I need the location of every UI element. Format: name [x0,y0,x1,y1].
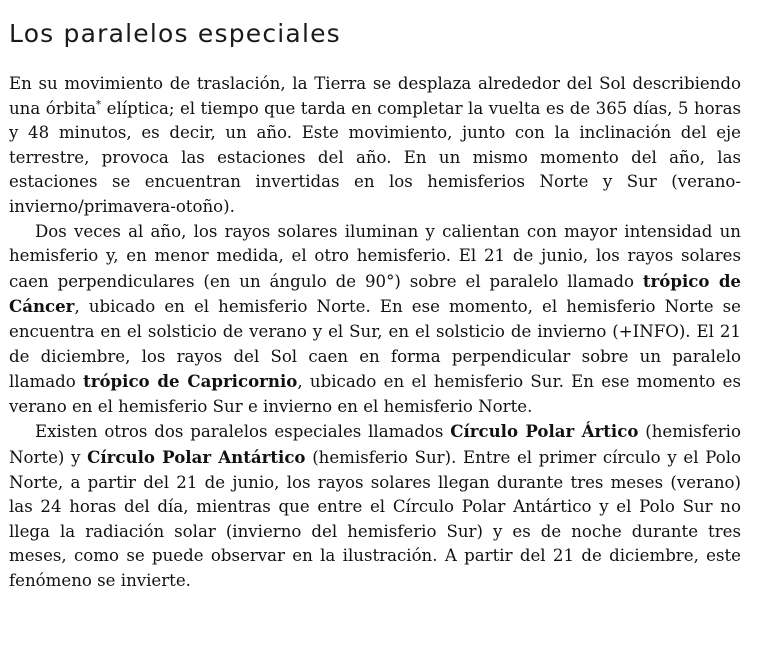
text-segment: (hemisferio Sur). Entre el primer círculo y el Polo Norte, a partir del 21 de junio, los rayos solares llegan durante tres meses (verano) las 24 horas del día, mientras que entre el Círculo Polar Antártico y el Polo Sur no llega la radiación solar (invierno del hemisferio Sur) y es de noche durante tres meses, como se puede observar en la ilustración. A partir del 21 de diciembre, este fenómeno se invierte. [9,447,741,590]
paragraph-circulos-polares [9,419,741,593]
text-segment: , ubicado en el hemisferio Sur. En ese momento es verano en el hemisferio Sur e invierno en el hemisferio Norte. [9,372,741,416]
text-segment: , ubicado en el hemisferio Norte. En ese momento, el hemisferio Norte se encuentra en el solsticio de verano y el Sur, en el solsticio de invierno (+INFO). El 21 de diciembre, los rayos del Sol caen en forma perpendicular sobre un paralelo llamado [9,297,741,392]
term-circulo-polar-antartico: Círculo Polar Antártico [87,446,306,467]
paragraph-traslacion [9,72,741,220]
document-page [9,18,741,593]
page-title: Los paralelos especiales [9,19,341,48]
text-segment: Existen otros dos paralelos especiales llamados [35,422,451,442]
text-segment: Dos veces al año, los rayos solares iluminan y calientan con mayor intensidad un hemisferio y, en menor medida, el otro hemisferio. El 21 de junio, los rayos solares caen perpendiculares (en un ángulo de 90°) sobre el paralelo llamado [9,221,741,291]
text-segment: elíptica; el tiempo que tarda en completar la vuelta es de 365 días, 5 horas y 48 minutos, es decir, un año. Este movimiento, junto con la inclinación del eje terrestre, provoca las estaciones del año. En un mismo momento del año, las estaciones se encuentran invertidas en los hemisferios Norte y Sur (verano-invierno/primavera-otoño). [9,98,741,216]
paragraph-tropicos [9,220,741,420]
term-circulo-polar-artico: Círculo Polar Ártico [450,421,639,442]
text-segment: En su movimiento de traslación, la Tierra se desplaza alrededor del Sol describiendo una órbita [9,74,741,118]
term-tropico-capricornio: trópico de Capricornio [83,371,298,392]
glossary-asterisk: * [96,99,102,111]
text-segment: (hemisferio Norte) y [9,422,741,467]
term-tropico-cancer: trópico de Cáncer [9,270,741,317]
